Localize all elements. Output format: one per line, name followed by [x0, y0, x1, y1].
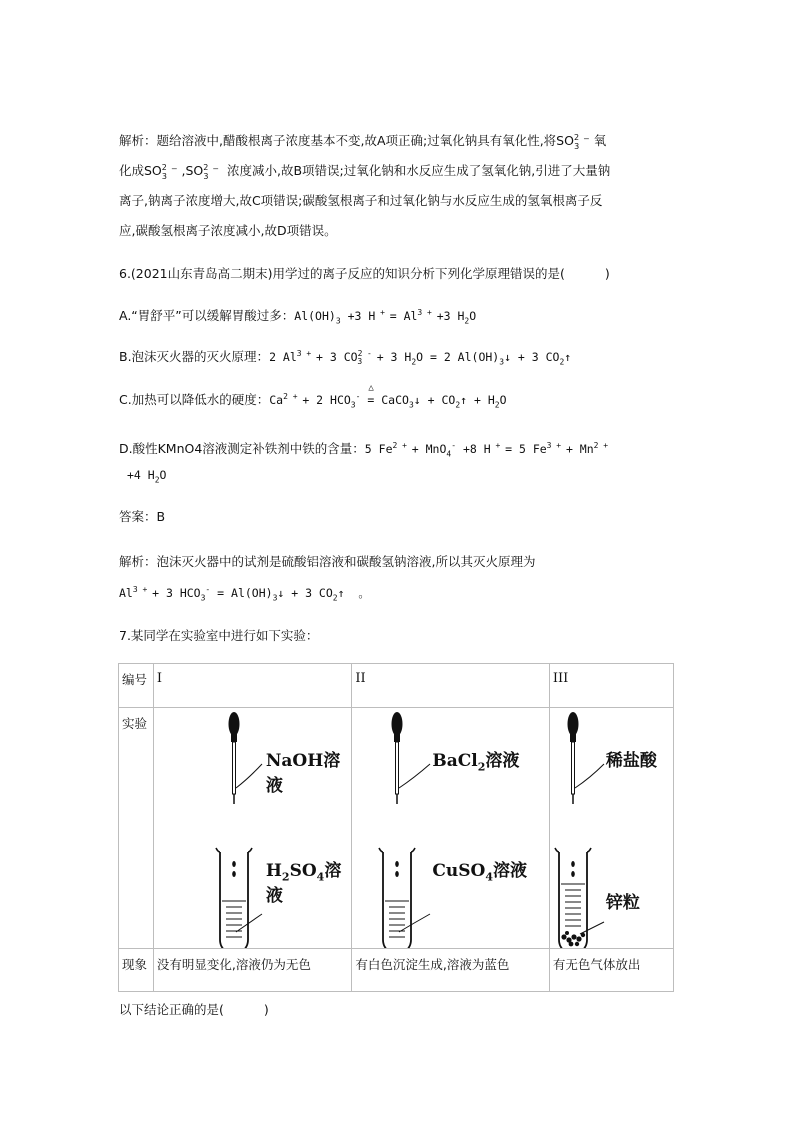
exp-2-dropper-label: BaCl$_2$溶液: [432, 751, 520, 774]
analysis-5-line-3: 离子,钠离子浓度增大,故C项错误;碳酸氢根离子和过氧化钠与水反应生成的氢氧根离子反: [119, 193, 603, 208]
exp-3-figure: [549, 708, 673, 949]
exp-2-id: II: [352, 664, 550, 708]
row-header-observation: 现象: [119, 949, 154, 992]
experiment-table: [118, 663, 674, 992]
option-a: A.“胃舒平”可以缓解胃酸过多：$Al(OH)_3 +3$ H $^+ = Al^{3 +} +3$ $H_2O$: [119, 308, 477, 326]
analysis-5-line-1: 解析：题给溶液中,醋酸根离子浓度基本不变,故A项正确;过氧化钠具有氧化性,将$SO^2_3$ ⁻ 氧: [119, 132, 607, 151]
question-6-stem: 6.(2021山东青岛高二期末)用学过的离子反应的知识分析下列化学原理错误的是( ): [119, 266, 610, 281]
analysis-5-line-2: 化成$SO^2_3$ ⁻ $,SO^2_3$ ⁻ 浓度减小,故B项错误;过氧化钠和水反应生成了氢氧化钠,引进了大量钠: [119, 162, 611, 181]
option-d-continued: +4 $H_2O$: [127, 468, 167, 485]
exp-3-dropper-label: 稀盐酸: [605, 751, 657, 771]
exp-2-figure: [352, 708, 550, 949]
question-7-followup: 以下结论正确的是( ): [119, 1002, 269, 1017]
exp-1-observation: 没有明显变化,溶液仍为无色: [153, 949, 351, 992]
row-header-id: 编号: [119, 664, 154, 708]
option-d: D.酸性KMnO4溶液测定补铁剂中铁的含量：5 $Fe^{2 +} + MnO_4^- +8$ H + = 5 $Fe^{3 +} + Mn^{2 +}$: [119, 441, 609, 459]
analysis-6: 解析：泡沫灭火器中的试剂是硫酸铝溶液和碳酸氢钠溶液,所以其灭火原理为: [119, 554, 536, 569]
exp-3-id: III: [549, 664, 673, 708]
question-7-stem: 7.某同学在实验室中进行如下实验：: [119, 628, 319, 643]
option-b: B.泡沫灭火器的灭火原理：2 $Al^{3 +} + 3$ $CO^2_3$ - + 3 $H_2O = 2$ $Al(OH)_3↓ + 3$ $CO_2↑$: [119, 349, 572, 367]
exp-2-apparatus: [352, 708, 548, 948]
exp-1-id: I: [153, 664, 351, 708]
exp-1-dropper-label: NaOH溶液: [265, 751, 341, 796]
exp-3-tube-label: 锌粒: [605, 893, 640, 913]
exp-2-tube-label: CuSO$_4$溶液: [432, 861, 527, 884]
row-header-experiment: 实验: [119, 708, 154, 949]
exp-1-apparatus: [154, 708, 350, 948]
answer-6: 答案：B: [119, 509, 166, 524]
option-c: C.加热可以降低水的硬度：$Ca^{2 +} + 2$ $HCO_3^-$ △ = CaCO$_3$↓ + $CO_2↑ + H_2O$: [119, 383, 507, 410]
exp-1-tube-label: $H_2SO_4$溶液: [265, 861, 342, 906]
analysis-6-equation: $Al^{3 +} + 3$ $HCO_3^-$ = $Al(OH)_3↓ + 3$ $CO_2↑$ 。: [119, 585, 370, 603]
analysis-5-line-4: 应,碳酸氢根离子浓度减小,故D项错误。: [119, 223, 337, 238]
exp-2-observation: 有白色沉淀生成,溶液为蓝色: [352, 949, 550, 992]
exp-1-figure: [153, 708, 351, 949]
exp-3-observation: 有无色气体放出: [549, 949, 673, 992]
